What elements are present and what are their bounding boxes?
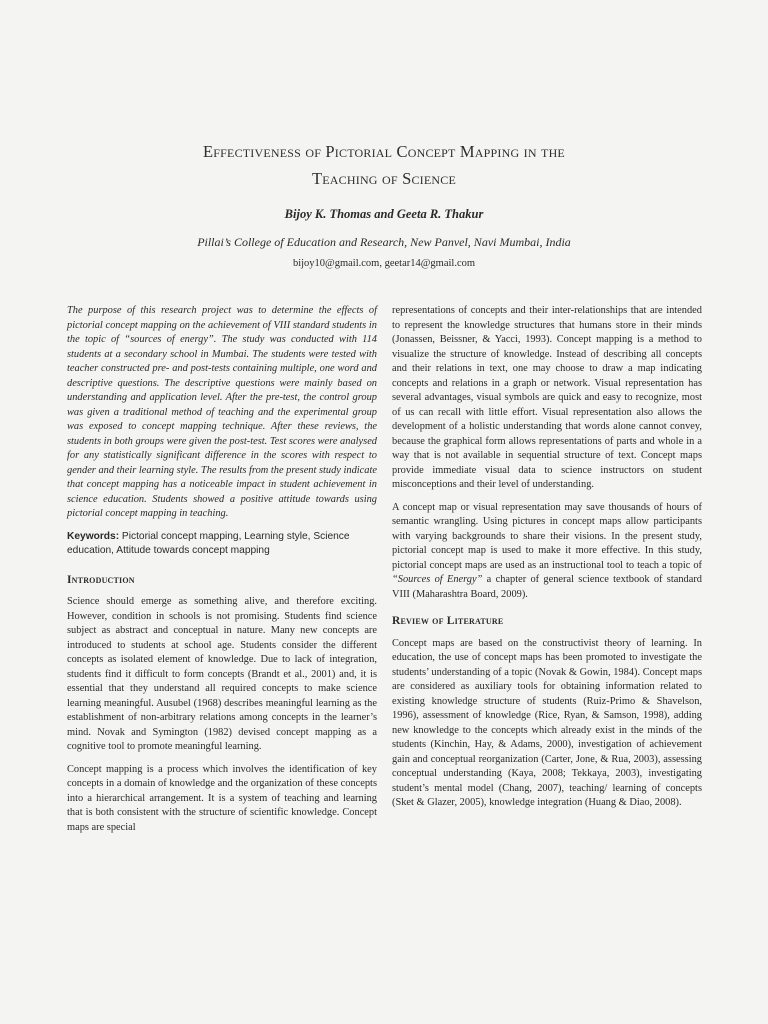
title-line-2: Teaching of Science <box>312 169 456 188</box>
intro-paragraph-1: Science should emerge as something alive, and therefore exciting. However, condition in schools is not promising. Students find science subject as abstract and conceptual in nature. Many new concepts are introduced to students at school age. Students consider the different concepts as isolated element of knowledge. Due to lack of integration, students find it difficult to form concepts (Brandt et al., 2001) and, it is essential that they understand all required concepts to make science learning meaningful. Ausubel (1968) describes meaningful learning as the establishment of non-arbitrary relations among concepts in the learner’s mind. Novak and Symington (1982) devised concept mapping as a cognitive tool to promote meaningful learning. <box>67 596 377 752</box>
left-column <box>67 304 377 843</box>
keywords <box>67 530 377 559</box>
intro-p4-end: a chapter of general science textbook of standard VIII (Maharashtra Board, 2009). <box>392 574 702 600</box>
intro-paragraph-2: Concept mapping is a process which involves the identification of key concepts in a domain of knowledge and the organization of these concepts into a hierarchical arrangement. It is a system of teaching and learning that is both consistent with the structure of scientific knowledge. Concept maps are special <box>67 763 377 833</box>
review-paragraph-1: Concept maps are based on the constructivist theory of learning. In education, the use of concept maps has been promoted to investigate the students’ understanding of a topic (Novak & Gowin, 1984). Concept maps are considered as auxiliary tools for obtaining information related to existing knowledge structure of students (Ruiz-Primo & Shavelson, 1996), assessment of knowledge (Rice, Ryan, & Samson, 1998), adding new knowledge to the concepts which already exist in the minds of the students (Kinchin, Hay, & Adams, 2000), investigation of achievement gain and conceptual reorganization (Carter, Jone, & Rua, 2003), assessing conceptual understanding (Kaya, 2008; Tekkaya, 2003), investigating student’s mental model (Chang, 2007), teaching/ learning of concepts (Sket & Glazer, 2005), knowledge integration (Huang & Diao, 2008). <box>392 637 702 808</box>
intro-p4-topic: “Sources of Energy” <box>392 574 483 585</box>
review-heading: Review of Literature <box>392 615 504 627</box>
intro-p4-start: A concept map or visual representation may save thousands of hours of semantic wrangling. Using pictures in concept maps allow participants with varying backgrounds to share their visions. In the present study, pictorial concept map is used to make it more effective. In this study, pictorial concept maps are used as an instructional tool to teach a topic of <box>392 501 702 571</box>
affiliation: Pillai’s College of Education and Research, New Panvel, Navi Mumbai, India <box>197 235 571 249</box>
keywords-label: Keywords: <box>67 530 120 542</box>
introduction-heading: Introduction <box>67 573 135 586</box>
intro-paragraph-3: representations of concepts and their inter-relationships that are intended to represent the knowledge structures that humans store in their minds (Jonassen, Beissner, & Yacci, 1993). Concept mapping is a method to visualize the structure of knowledge. Instead of describing all concepts and their relations in text, one may choose to draw a map indicating concepts and relations in a graph or network. Visual representation has several advantages, visual symbols are quick and easy to recognize, most of us can recall with little effort. Visual representation also allows the development of a holistic understanding that words alone cannot convey, because the graphical form allows representations of parts and whole in a way that is not available in sequential structure of text. Concept maps provide immediate visual data to science instructors on student misconceptions and their level of understanding. <box>392 305 702 490</box>
author-emails: bijoy10@gmail.com, geetar14@gmail.com <box>292 258 476 269</box>
right-column <box>392 304 702 819</box>
keywords-text: Pictorial concept mapping, Learning style, Science education, Attitude towards concept mapping <box>67 530 350 556</box>
intro-paragraph-4 <box>392 501 702 603</box>
abstract: The purpose of this research project was to determine the effects of pictorial concept mapping on the achievement of VIII standard students in the topic of “sources of energy”. The study was conducted with 114 students at a secondary school in Mumbai. The students were tested with teacher constructed pre- and post-tests containing multiple, one word and descriptive questions. The descriptive questions were mainly based on understanding and application level. After the pre-test, the control group was given a traditional method of teaching and the experimental group was exposed to concept mapping technique. After these reviews, the students in both groups were given the post-test. Test scores were analysed for any statistically significant difference in the scores with respect to gender and their learning style. The results from the present study indicate that concept mapping has a noticeable impact in student achievement in science education. Students showed a positive attitude towards using pictorial concept mapping in teaching. <box>67 305 377 519</box>
authors: Bijoy K. Thomas and Geeta R. Thakur <box>284 207 484 221</box>
paper-title <box>0 138 768 192</box>
title-line-1: Effectiveness of Pictorial Concept Mapping in the <box>203 142 565 161</box>
